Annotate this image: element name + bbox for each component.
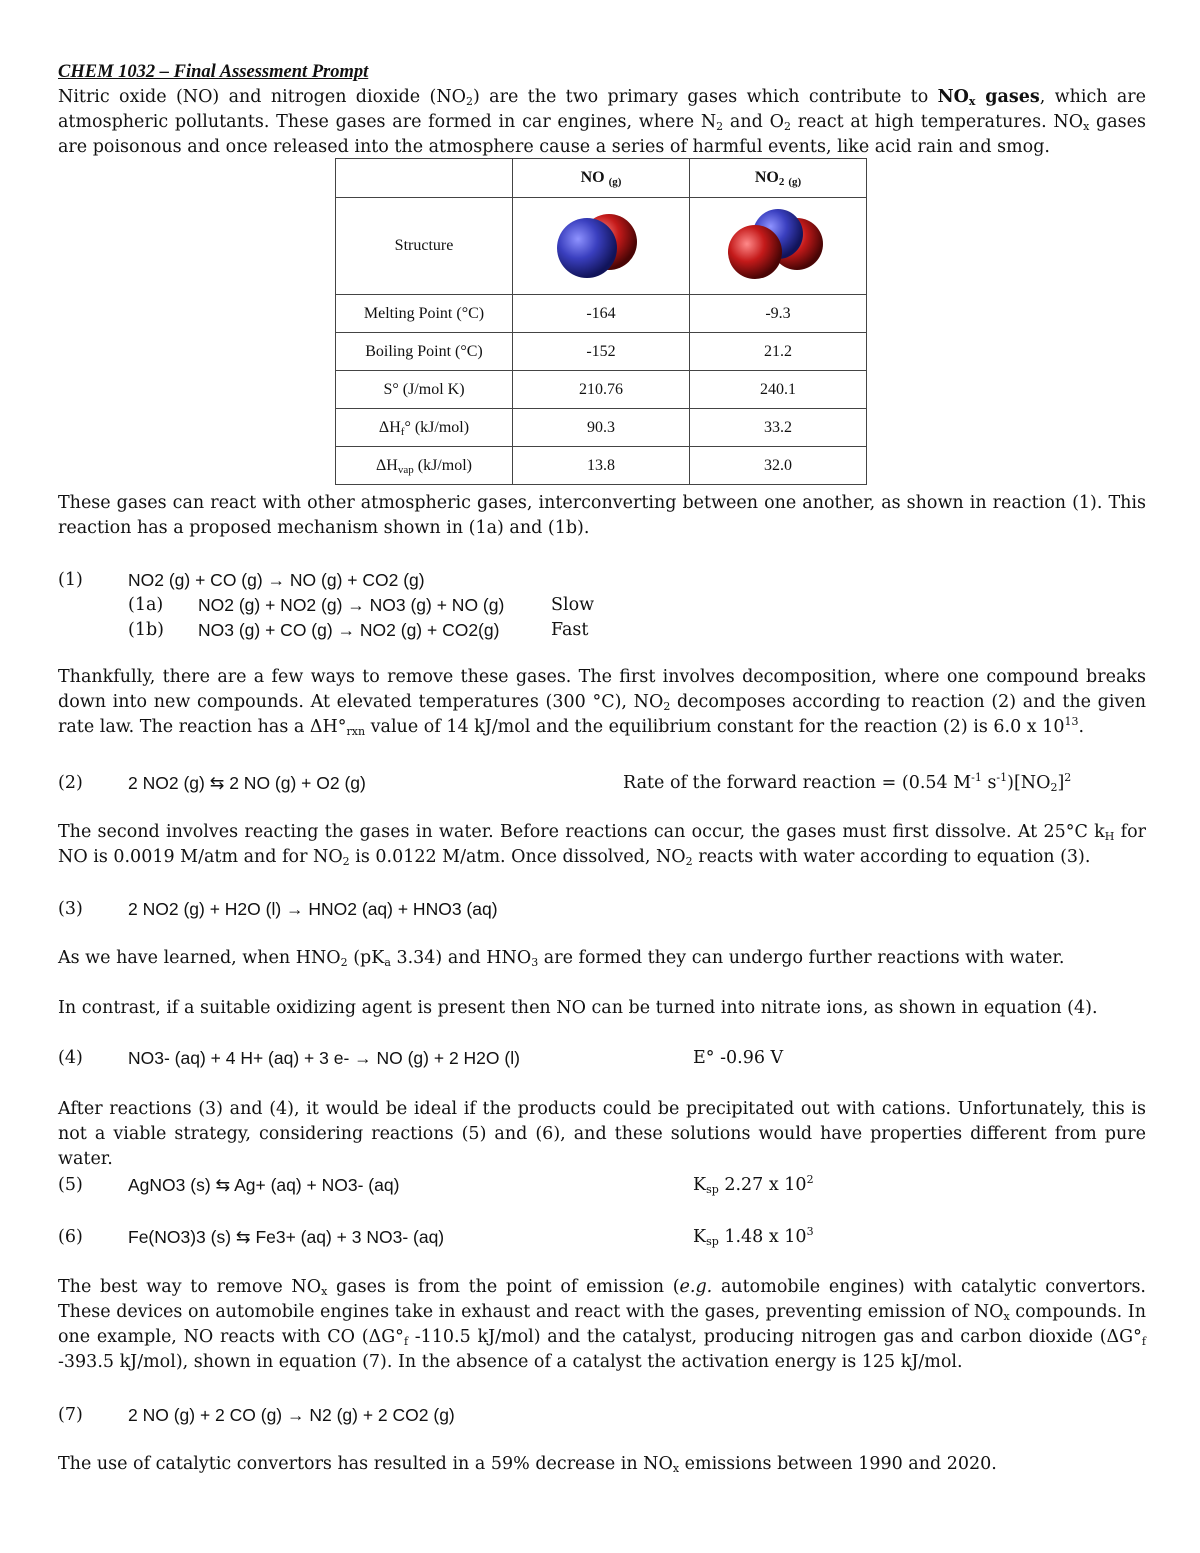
mechanism-paragraph: These gases can react with other atmospheric gases, interconverting between one another, as shown in reaction (1). This reaction has a proposed mechanism shown in (1a) and (1b). (58, 493, 1146, 538)
conclusion-paragraph: The use of catalytic convertors has resulted in a 59% decrease in $NO_x$ emissions between 1990 and 2020. (58, 1454, 997, 1475)
cell-value: -9.3 (690, 295, 867, 333)
cell-value: -152 (513, 333, 690, 371)
catalytic-paragraph: The best way to remove $NO_x$ gases is from the point of emission (e.g. automobile engines) with catalytic convertors. These devices on automobile engines take in exhaust and react with the gases, preventing emission of $NO_x$ compounds. In one example, NO reacts with CO ($\Delta G^\circ_f$ -110.5 kJ/mol) and the catalyst, producing nitrogen gas and carbon dioxide ($\Delta G^\circ_f$ -393.5 kJ/mol), shown in equation (7). In the absence of a catalyst the activation energy is 125 kJ/mol. (58, 1277, 1146, 1372)
row-label: $\Delta H_{vap}$ (kJ/mol) (336, 447, 513, 485)
eq1-text: NO2 (g) + CO (g) → NO (g) + CO2 (g) (128, 570, 425, 590)
col-header-no2: $NO_2$ $_{(g)}$ (690, 159, 867, 198)
eq3-number: (3) (58, 899, 83, 919)
eq7-number: (7) (58, 1405, 83, 1425)
row-label: Structure (336, 198, 513, 295)
page-title: CHEM 1032 – Final Assessment Prompt (58, 62, 369, 82)
eq2-text: 2 NO2 (g) ⇆ 2 NO (g) + O2 (g) (128, 773, 366, 793)
intro-paragraph: Nitric oxide (NO) and nitrogen dioxide $(NO_2)$ are the two primary gases which contribute to $NO_x$ gases, which are atmospheric pollutants. These gases are formed in car engines, where $N_2$ and $O_2$ react at high temperatures. $NO_x$ gases are poisonous and once released into the atmosphere cause a series of harmful events, like acid rain and smog. (58, 87, 1147, 157)
eq1b-number: (1b) (128, 620, 164, 640)
cell-value: 210.76 (513, 371, 690, 409)
cell-value: -164 (513, 295, 690, 333)
eq2-rate-law: Rate of the forward reaction = (0.54 $M^{-1}$ $s^{-1})[NO_2]^2$ (623, 771, 1072, 794)
no2-molecule-image (690, 198, 867, 295)
eq2-number: (2) (58, 773, 83, 793)
col-header-no: NO $_{(g)}$ (513, 159, 690, 198)
cell-value: 33.2 (690, 409, 867, 447)
properties-table (335, 158, 867, 485)
eq6-number: (6) (58, 1227, 83, 1247)
cell-value: 13.8 (513, 447, 690, 485)
hno2-paragraph: As we have learned, when $HNO_2$ ($pK_a$ 3.34) and $HNO_3$ are formed they can undergo further reactions with water. (58, 948, 1065, 969)
eq1b-speed: Fast (551, 620, 589, 640)
cell-value: 32.0 (690, 447, 867, 485)
row-label: $\Delta H_f^\circ$ (kJ/mol) (336, 409, 513, 447)
eq5-number: (5) (58, 1175, 83, 1195)
eq3-text: 2 NO2 (g) + H2O (l) → HNO2 (aq) + HNO3 (aq) (128, 899, 498, 919)
oxygen-atom (728, 225, 782, 279)
eq4-potential: E° -0.96 V (693, 1048, 784, 1068)
document-body (58, 60, 1146, 160)
precipitation-paragraph: After reactions (3) and (4), it would be ideal if the products could be precipitated out with cations. Unfortunately, this is not a viable strategy, considering reactions (5) and (6), and these solutions would have properties different from pure water. (58, 1099, 1146, 1169)
eq4-number: (4) (58, 1048, 83, 1068)
eq1a-text: NO2 (g) + NO2 (g) → NO3 (g) + NO (g) (198, 595, 505, 615)
eq1b-text: NO3 (g) + CO (g) → NO2 (g) + CO2(g) (198, 620, 500, 640)
eq6-text: Fe(NO3)3 (s) ⇆ Fe3+ (aq) + 3 NO3- (aq) (128, 1227, 445, 1247)
row-label: S° (J/mol K) (336, 371, 513, 409)
cell-value: 240.1 (690, 371, 867, 409)
cell-value: 21.2 (690, 333, 867, 371)
eq1a-speed: Slow (551, 595, 595, 615)
decomposition-paragraph: Thankfully, there are a few ways to remove these gases. The first involves decomposition, where one compound breaks down into new compounds. At elevated temperatures (300 °C), $NO_2$ decomposes according to reaction (2) and the given rate law. The reaction has a $\Delta H^\circ_{rxn}$ value of 14 kJ/mol and the equilibrium constant for the reaction (2) is 6.0 x $10^{13}$. (58, 667, 1147, 738)
row-label: Melting Point (°C) (336, 295, 513, 333)
no-molecule-image (513, 198, 690, 295)
table-corner (336, 159, 513, 198)
eq7-text: 2 NO (g) + 2 CO (g) → N2 (g) + 2 CO2 (g) (128, 1405, 455, 1425)
cell-value: 90.3 (513, 409, 690, 447)
eq5-text: AgNO3 (s) ⇆ Ag+ (aq) + NO3- (aq) (128, 1175, 400, 1195)
eq5-ksp: $K_{sp}$ 2.27 x $10^2$ (693, 1173, 814, 1196)
row-label: Boiling Point (°C) (336, 333, 513, 371)
dissolution-paragraph: The second involves reacting the gases in water. Before reactions can occur, the gases must first dissolve. At 25°C $k_H$ for NO is 0.0019 M/atm and for $NO_2$ is 0.0122 M/atm. Once dissolved, $NO_2$ reacts with water according to equation (3). (58, 822, 1146, 868)
eq1-number: (1) (58, 570, 83, 590)
oxidizing-paragraph: In contrast, if a suitable oxidizing agent is present then NO can be turned into nitrate ions, as shown in equation (4). (58, 998, 1098, 1018)
eq6-ksp: $K_{sp}$ 1.48 x $10^3$ (693, 1225, 814, 1248)
eq1a-number: (1a) (128, 595, 164, 615)
nitrogen-atom (557, 218, 617, 278)
eq4-text: NO3- (aq) + 4 H+ (aq) + 3 e- → NO (g) + 2 H2O (l) (128, 1048, 520, 1068)
